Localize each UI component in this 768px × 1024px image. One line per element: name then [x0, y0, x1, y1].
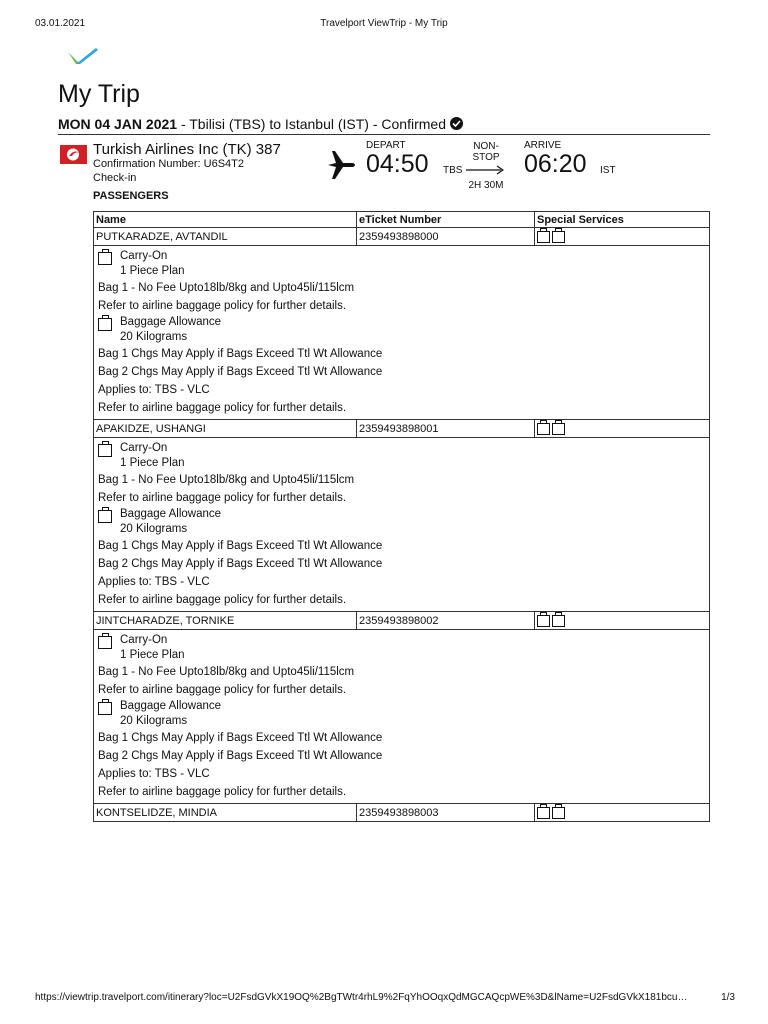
carry-on-block — [96, 249, 707, 279]
print-header — [0, 0, 768, 40]
special-services-cell — [535, 804, 710, 822]
carry-on-title: Carry-On — [120, 250, 168, 262]
checked-bag-icon[interactable] — [552, 615, 565, 627]
eticket-number: 2359493898000 — [357, 228, 535, 246]
carry-on-plan: 1 Piece Plan — [120, 457, 185, 469]
allowance-weight: 20 Kilograms — [120, 331, 188, 343]
arrow-right-icon — [466, 165, 504, 175]
applies-to: Applies to: TBS - VLC — [98, 576, 210, 588]
checkin-link[interactable]: Check-in — [93, 172, 137, 184]
divider — [58, 134, 710, 135]
checked-bag-icon — [98, 510, 112, 523]
allowance-block — [96, 315, 707, 345]
carry-on-block — [96, 441, 707, 471]
bag1-note: Bag 1 Chgs May Apply if Bags Exceed Ttl Wt Allowance — [98, 348, 383, 360]
baggage-row — [94, 246, 710, 420]
travelport-logo-icon — [66, 46, 100, 68]
baggage-details — [94, 438, 710, 612]
eticket-number: 2359493898003 — [357, 804, 535, 822]
carry-on-bag-icon — [98, 252, 112, 265]
carry-on-fee: Bag 1 - No Fee Upto18lb/8kg and Upto45li/115lcm — [98, 474, 355, 486]
baggage-details — [94, 630, 710, 804]
airline-flight: Turkish Airlines Inc (TK) 387 — [93, 141, 281, 158]
print-date: 03.01.2021 — [35, 18, 86, 29]
checked-bag-icon — [98, 318, 112, 331]
passengers-table — [93, 211, 710, 822]
bag2-note: Bag 2 Chgs May Apply if Bags Exceed Ttl Wt Allowance — [98, 366, 383, 378]
checked-bag-icon[interactable] — [552, 423, 565, 435]
passengers-heading: PASSENGERS — [93, 190, 169, 202]
arrive-time: 06:20 — [524, 150, 587, 178]
policy-note: Refer to airline baggage policy for further details. — [98, 684, 347, 696]
special-services-cell — [535, 228, 710, 246]
eticket-number: 2359493898001 — [357, 420, 535, 438]
baggage-row — [94, 630, 710, 804]
policy-note: Refer to airline baggage policy for further details. — [98, 594, 347, 606]
special-services-cell — [535, 612, 710, 630]
bag1-note: Bag 1 Chgs May Apply if Bags Exceed Ttl Wt Allowance — [98, 540, 383, 552]
carry-on-bag-icon[interactable] — [537, 807, 550, 819]
print-title: Travelport ViewTrip - My Trip — [320, 18, 448, 29]
page-number: 1/3 — [721, 992, 735, 1003]
allowance-title: Baggage Allowance — [120, 508, 222, 520]
col-special-header: Special Services — [535, 212, 710, 228]
turkish-airlines-logo-icon — [60, 145, 87, 164]
bag2-note: Bag 2 Chgs May Apply if Bags Exceed Ttl Wt Allowance — [98, 750, 383, 762]
arrive-label: ARRIVE — [524, 140, 562, 151]
confirmed-check-icon — [450, 117, 463, 130]
airplane-icon — [326, 149, 358, 181]
carry-on-plan: 1 Piece Plan — [120, 649, 185, 661]
carry-on-bag-icon — [98, 444, 112, 457]
special-services-cell — [535, 420, 710, 438]
table-row — [94, 612, 710, 630]
carry-on-bag-icon[interactable] — [537, 615, 550, 627]
depart-airport-code: TBS — [443, 165, 463, 176]
allowance-weight: 20 Kilograms — [120, 715, 188, 727]
col-name-header: Name — [94, 212, 357, 228]
depart-label: DEPART — [366, 140, 406, 151]
passenger-name: JINTCHARADZE, TORNIKE — [94, 612, 357, 630]
applies-to: Applies to: TBS - VLC — [98, 384, 210, 396]
allowance-block — [96, 699, 707, 729]
page-title: My Trip — [58, 80, 140, 108]
baggage-details — [94, 246, 710, 420]
policy-note: Refer to airline baggage policy for further details. — [98, 786, 347, 798]
table-row — [94, 804, 710, 822]
arrive-airport-code: IST — [600, 165, 616, 176]
table-row — [94, 228, 710, 246]
trip-date: MON 04 JAN 2021 — [58, 116, 178, 132]
passenger-name: PUTKARADZE, AVTANDIL — [94, 228, 357, 246]
carry-on-title: Carry-On — [120, 634, 168, 646]
table-header-row — [94, 212, 710, 228]
col-eticket-header: eTicket Number — [357, 212, 535, 228]
policy-note: Refer to airline baggage policy for further details. — [98, 402, 347, 414]
policy-note: Refer to airline baggage policy for further details. — [98, 300, 347, 312]
carry-on-plan: 1 Piece Plan — [120, 265, 185, 277]
table-row — [94, 420, 710, 438]
eticket-number: 2359493898002 — [357, 612, 535, 630]
applies-to: Applies to: TBS - VLC — [98, 768, 210, 780]
passenger-name: APAKIDZE, USHANGI — [94, 420, 357, 438]
policy-note: Refer to airline baggage policy for further details. — [98, 492, 347, 504]
nonstop-label: NON- STOP — [472, 141, 500, 163]
allowance-title: Baggage Allowance — [120, 316, 222, 328]
allowance-title: Baggage Allowance — [120, 700, 222, 712]
carry-on-fee: Bag 1 - No Fee Upto18lb/8kg and Upto45li/115lcm — [98, 666, 355, 678]
allowance-weight: 20 Kilograms — [120, 523, 188, 535]
allowance-block — [96, 507, 707, 537]
trip-summary — [58, 116, 463, 132]
bag2-note: Bag 2 Chgs May Apply if Bags Exceed Ttl Wt Allowance — [98, 558, 383, 570]
carry-on-block — [96, 633, 707, 663]
flight-duration: 2H 30M — [468, 180, 504, 191]
passenger-name: KONTSELIDZE, MINDIA — [94, 804, 357, 822]
checked-bag-icon[interactable] — [552, 231, 565, 243]
carry-on-bag-icon[interactable] — [537, 423, 550, 435]
carry-on-bag-icon[interactable] — [537, 231, 550, 243]
carry-on-fee: Bag 1 - No Fee Upto18lb/8kg and Upto45li/115lcm — [98, 282, 355, 294]
trip-route: - Tbilisi (TBS) to Istanbul (IST) - Confirmed — [177, 116, 446, 132]
checked-bag-icon[interactable] — [552, 807, 565, 819]
page-url: https://viewtrip.travelport.com/itinerary?loc=U2FsdGVkX19OQ%2BgTWtr4rhL9%2FqYhOOqxQdMGCAQcpWE%3D&lName=U2FsdGVkX181bcu… — [35, 992, 688, 1003]
checked-bag-icon — [98, 702, 112, 715]
carry-on-bag-icon — [98, 636, 112, 649]
bag1-note: Bag 1 Chgs May Apply if Bags Exceed Ttl Wt Allowance — [98, 732, 383, 744]
baggage-row — [94, 438, 710, 612]
depart-time: 04:50 — [366, 150, 429, 178]
confirmation-number: Confirmation Number: U6S4T2 — [93, 158, 245, 170]
carry-on-title: Carry-On — [120, 442, 168, 454]
